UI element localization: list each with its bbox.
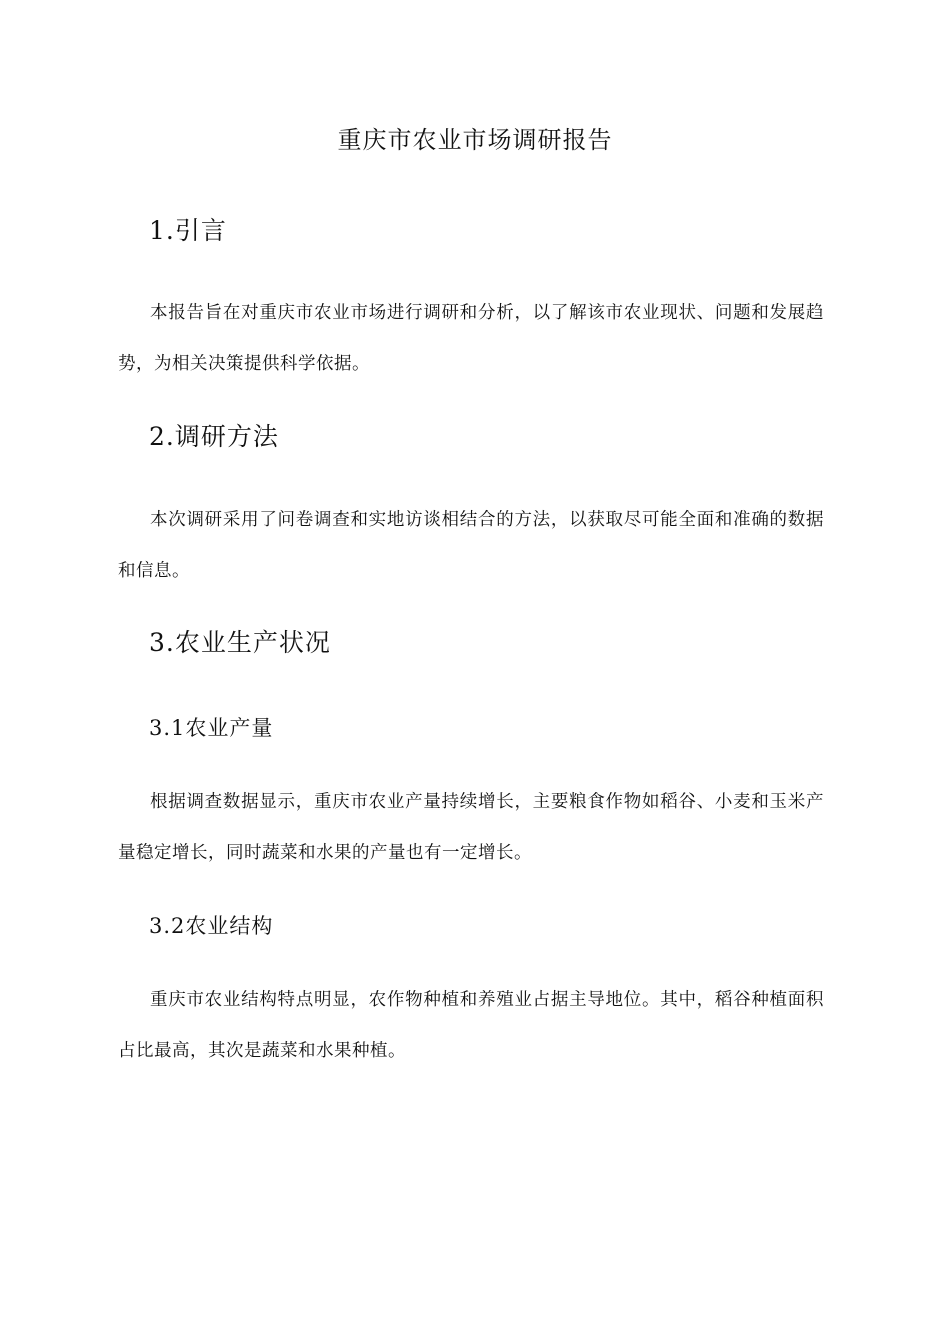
section-heading-production: 3.农业生产状况 bbox=[149, 628, 331, 657]
paragraph-structure: 重庆市农业结构特点明显，农作物种植和养殖业占据主导地位。其中，稻谷种植面积占比最高，其次是蔬菜和水果种植。 bbox=[118, 990, 824, 1061]
subsection-heading-structure: 3.2农业结构 bbox=[149, 914, 274, 938]
section-heading-introduction: 1.引言 bbox=[149, 216, 227, 245]
section-heading-methods: 2.调研方法 bbox=[149, 422, 279, 451]
document-title: 重庆市农业市场调研报告 bbox=[337, 126, 613, 154]
paragraph-output: 根据调查数据显示，重庆市农业产量持续增长，主要粮食作物如稻谷、小麦和玉米产量稳定增长，同时蔬菜和水果的产量也有一定增长。 bbox=[118, 792, 824, 863]
paragraph-methods: 本次调研采用了问卷调查和实地访谈相结合的方法，以获取尽可能全面和准确的数据和信息。 bbox=[118, 510, 824, 581]
subsection-heading-output: 3.1农业产量 bbox=[149, 716, 274, 740]
paragraph-introduction: 本报告旨在对重庆市农业市场进行调研和分析，以了解该市农业现状、问题和发展趋势，为相关决策提供科学依据。 bbox=[118, 303, 824, 374]
